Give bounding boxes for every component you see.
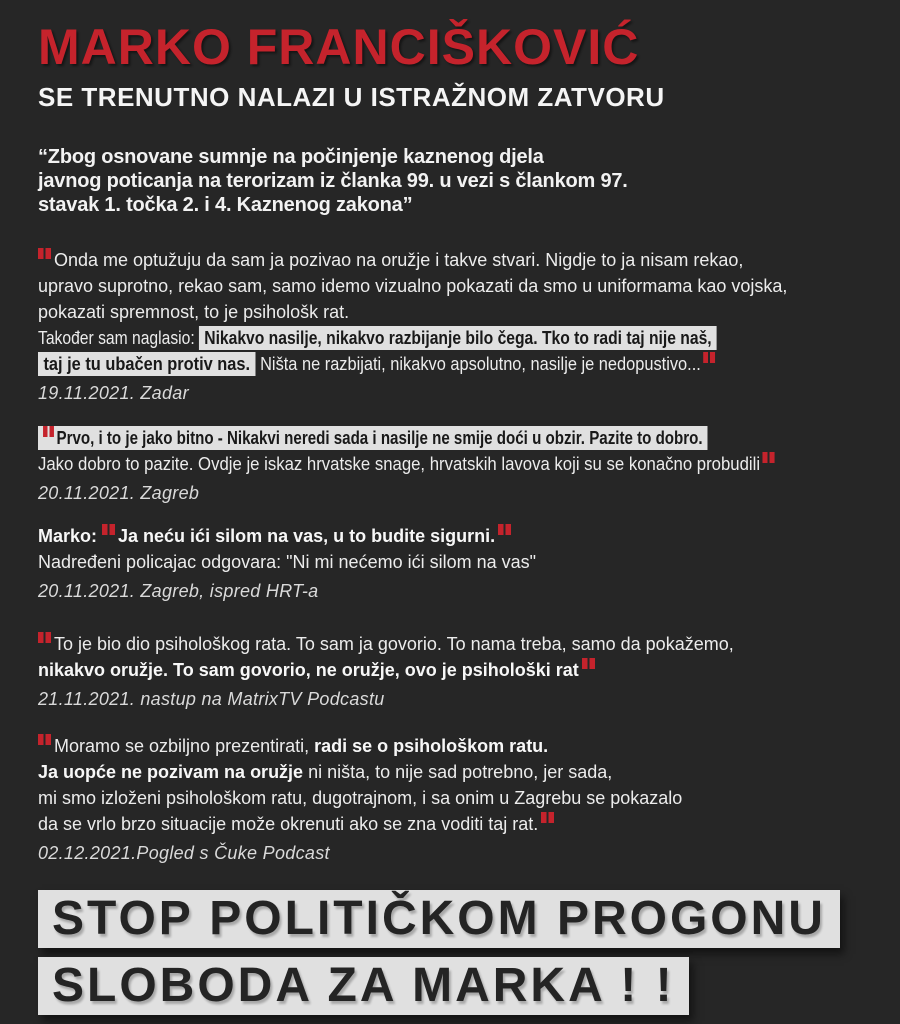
open-quote-icon	[38, 734, 51, 745]
quote-text: Prvo, i to je jako bitno - Nikakvi neredi sada i nasilje ne smije doći u obzir. Pazite to dobro.	[56, 428, 703, 448]
banner-stop-progonu	[38, 890, 862, 948]
quote-line: Nadređeni policajac odgovara: "Ni mi nećemo ići silom na vas"	[38, 552, 537, 572]
quote-text: ni ništa, to nije sad potrebno, jer sada,	[303, 762, 613, 782]
banner-text: SLOBODA ZA MARKA ! !	[38, 957, 689, 1015]
quote-line	[38, 351, 788, 377]
quote-text: To je bio dio psihološkog rata. To sam ja govorio. To nama treba, samo da pokažemo,	[54, 634, 734, 654]
quote-line	[38, 247, 862, 273]
close-quote-icon	[582, 658, 595, 669]
open-quote-icon	[43, 426, 54, 437]
quote-text: Jako dobro to pazite. Ovdje je iskaz hrvatske snage, hrvatskih lavova koji su se konačno probudili	[38, 454, 761, 474]
quote-line	[38, 631, 862, 657]
quote-line: pokazati spremnost, to je psihološk rat.	[38, 302, 350, 322]
banner-sloboda	[38, 957, 862, 1015]
quote-block-1	[38, 247, 862, 403]
quote-text: Ja neću ići silom na vas, u to budite sigurni.	[118, 526, 496, 546]
quote-date: 19.11.2021. Zadar	[38, 383, 189, 403]
quote-line	[38, 523, 862, 549]
quote-text: Ja uopće ne pozivam na oružje	[38, 762, 304, 782]
charge-statement	[38, 145, 862, 217]
quote-line	[38, 759, 862, 785]
close-quote-icon	[704, 352, 716, 363]
highlighted-text: Nikakvo nasilje, nikakvo razbijanje bilo čega. Tko to radi taj nije naš,	[199, 326, 717, 350]
close-quote-icon	[763, 452, 775, 463]
page-title: MARKO FRANCIŠKOVIĆ	[38, 19, 640, 75]
close-quote-icon	[541, 812, 554, 823]
quote-text: radi se o psihološkom ratu.	[314, 736, 549, 756]
quote-text: Ništa ne razbijati, nikakvo apsolutno, nasilje je nedopustivo...	[255, 354, 701, 374]
quote-text: Moramo se ozbiljno prezentirati,	[54, 736, 315, 756]
quote-line	[38, 811, 862, 837]
close-quote-icon	[498, 524, 511, 535]
charge-line-3: stavak 1. točka 2. i 4. Kaznenog zakona”	[38, 194, 413, 216]
quote-date: 20.11.2021. Zagreb, ispred HRT-a	[38, 581, 319, 601]
quote-line: mi smo izloženi psihološkom ratu, dugotrajnom, i sa onim u Zagrebu se pokazalo	[38, 788, 683, 808]
quote-block-3	[38, 523, 862, 601]
highlighted-text	[38, 426, 708, 450]
open-quote-icon	[38, 632, 51, 643]
quote-line	[38, 657, 862, 683]
speaker-label: Marko:	[38, 526, 103, 546]
banner-text: STOP POLITIČKOM PROGONU	[38, 890, 840, 948]
highlighted-text: taj je tu ubačen protiv nas.	[38, 352, 256, 376]
quote-date: 20.11.2021. Zagreb	[38, 483, 200, 503]
quote-text: Također sam naglasio:	[38, 328, 200, 348]
open-quote-icon	[102, 524, 115, 535]
quote-line	[38, 733, 862, 759]
quote-text: da se vrlo brzo situacije može okrenuti ako se zna voditi taj rat.	[38, 814, 539, 834]
quote-date: 02.12.2021.Pogled s Čuke Podcast	[38, 843, 330, 863]
charge-line-1: “Zbog osnovane sumnje na počinjenje kaznenog djela	[38, 146, 544, 168]
quote-block-4	[38, 631, 862, 709]
quote-line: upravo suprotno, rekao sam, samo idemo vizualno pokazati da smo u uniformama kao vojska,	[38, 276, 788, 296]
quote-text: Onda me optužuju da sam ja pozivao na oružje i takve stvari. Nigdje to ja nisam rekao,	[54, 250, 744, 270]
charge-line-2: javnog poticanja na terorizam iz članka 99. u vezi s člankom 97.	[38, 170, 628, 192]
page-subtitle: SE TRENUTNO NALAZI U ISTRAŽNOM ZATVORU	[38, 82, 665, 112]
quote-block-5	[38, 733, 862, 863]
quote-text: nikakvo oružje. To sam govorio, ne oružje, ovo je psihološki rat	[38, 660, 579, 680]
quote-line	[38, 451, 804, 477]
quote-date: 21.11.2021. nastup na MatrixTV Podcastu	[38, 689, 385, 709]
quote-block-2	[38, 425, 862, 503]
quote-line	[38, 325, 755, 351]
quote-line	[38, 425, 730, 451]
open-quote-icon	[38, 248, 51, 259]
